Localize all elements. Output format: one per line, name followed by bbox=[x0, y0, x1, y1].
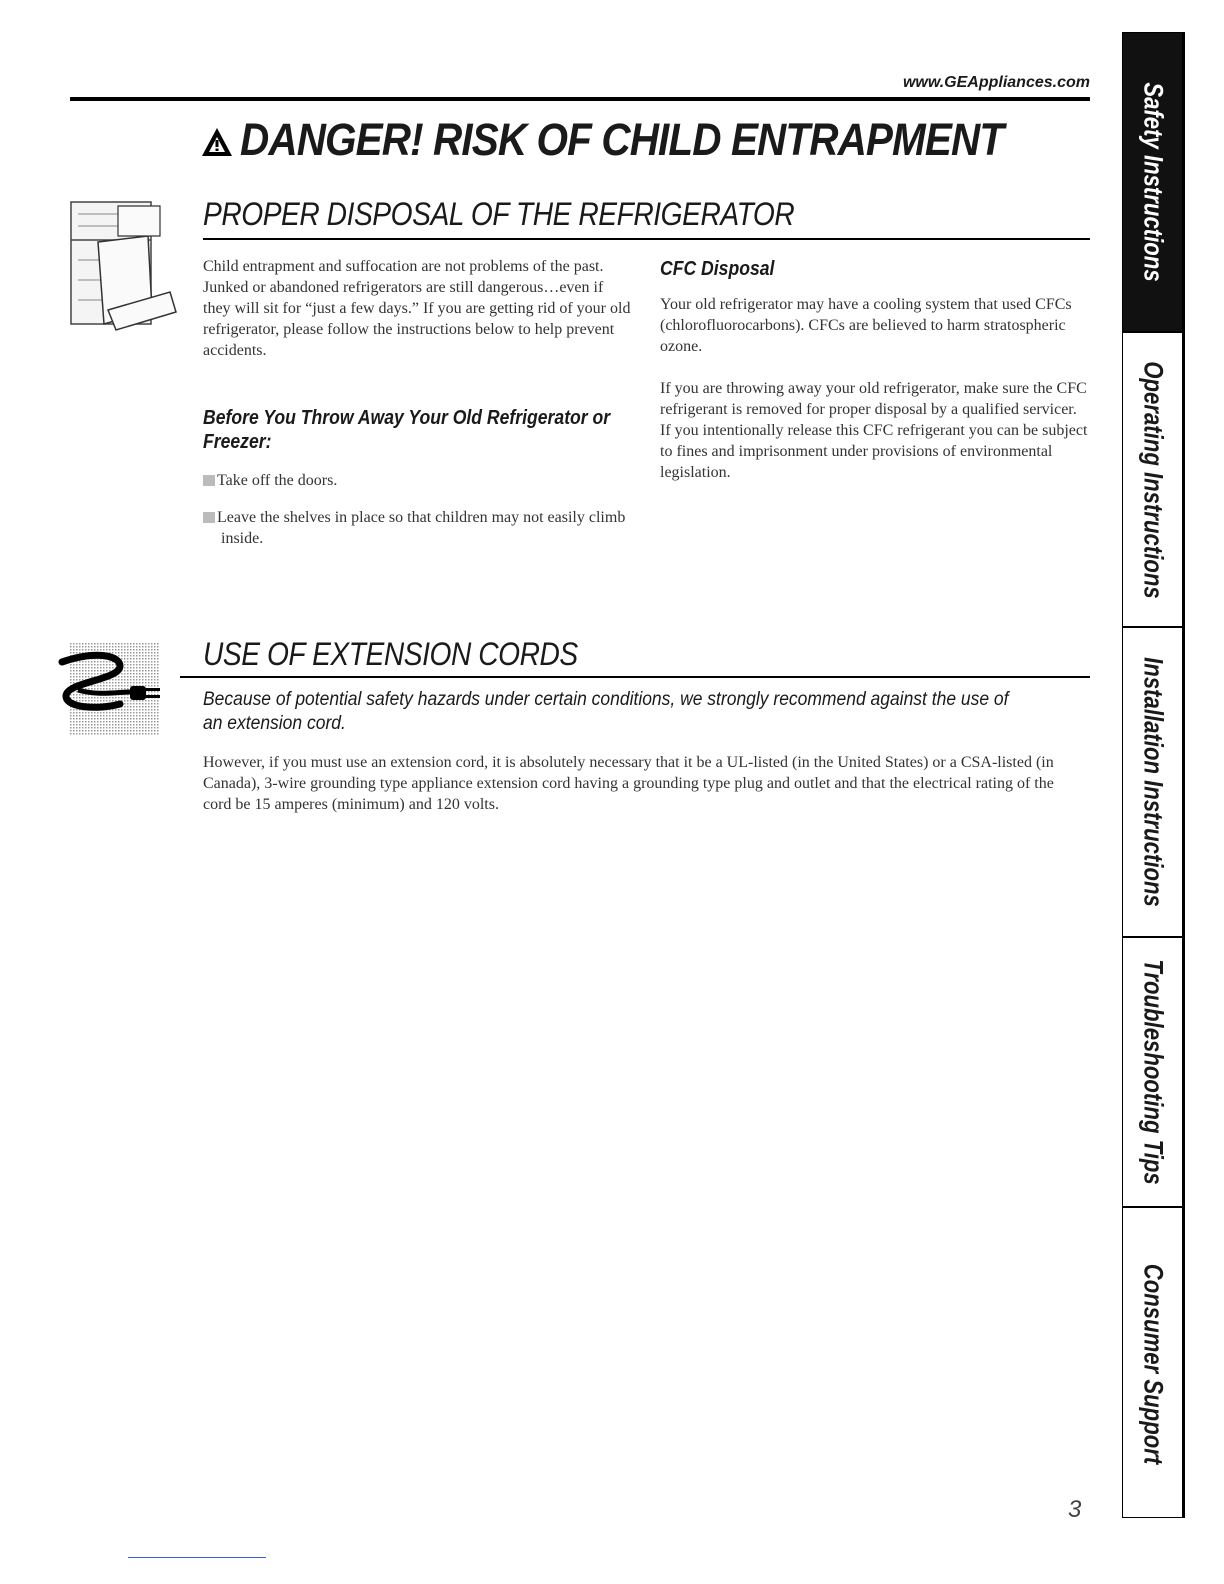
bullet-icon bbox=[203, 475, 215, 486]
bullet-text: Take off the doors. bbox=[217, 472, 338, 489]
disposal-section-rule bbox=[203, 238, 1090, 240]
extension-cord-illustration bbox=[58, 640, 183, 740]
header-rule bbox=[70, 97, 1090, 101]
tab-label: Consumer Support bbox=[1138, 1263, 1168, 1464]
cords-body: However, if you must use an extension cord, it is absolutely necessary that it be a UL-listed (in the United States) or a CSA-listed (in Canada), 3-wire grounding type appliance extension cord having a grounding type plug and outlet and that the electrical rating of the cord be 15 amperes (minimum) and 120 volts. bbox=[203, 754, 1054, 813]
cfc-paragraph-1: Your old refrigerator may have a cooling system that used CFCs (chlorofluorocarbons). CFCs are believed to harm stratospheric ozone. bbox=[660, 296, 1072, 355]
tab-safety-instructions[interactable] bbox=[1123, 33, 1182, 333]
disposal-section-title: PROPER DISPOSAL OF THE REFRIGERATOR bbox=[203, 196, 795, 232]
refrigerator-illustration bbox=[68, 200, 203, 335]
tab-operating-instructions[interactable] bbox=[1123, 333, 1182, 628]
bullet-item bbox=[203, 507, 641, 549]
bullet-text: Leave the shelves in place so that children may not easily climb inside. bbox=[217, 509, 626, 547]
warning-triangle-icon bbox=[200, 126, 234, 158]
tab-label: Installation Instructions bbox=[1138, 657, 1168, 907]
tab-consumer-support[interactable] bbox=[1123, 1208, 1182, 1519]
tab-label: Troubleshooting Tips bbox=[1138, 959, 1168, 1185]
tab-label: Operating Instructions bbox=[1138, 360, 1168, 599]
cfc-heading: CFC Disposal bbox=[660, 258, 775, 280]
cfc-paragraph-2: If you are throwing away your old refrigerator, make sure the CFC refrigerant is removed for proper disposal by a qualified servicer. If you intentionally release this CFC refrigerant you can be subject to fines and imprisonment under provisions of environmental legislation. bbox=[660, 380, 1088, 481]
website-url: www.GEAppliances.com bbox=[902, 74, 1090, 91]
bullet-icon bbox=[203, 512, 215, 523]
danger-title: DANGER! RISK OF CHILD ENTRAPMENT bbox=[240, 114, 1004, 165]
tab-installation-instructions[interactable] bbox=[1123, 628, 1182, 938]
cords-section-title: USE OF EXTENSION CORDS bbox=[203, 636, 578, 672]
cords-warning: Because of potential safety hazards under certain conditions, we strongly recommend against the use of an extension cord. bbox=[203, 689, 1009, 734]
page-number: 3 bbox=[1068, 1496, 1082, 1523]
bottom-link-line bbox=[128, 1557, 266, 1558]
before-heading: Before You Throw Away Your Old Refrigerator or Freezer: bbox=[203, 407, 611, 453]
tab-troubleshooting-tips[interactable] bbox=[1123, 938, 1182, 1208]
cords-section-rule bbox=[180, 676, 1090, 678]
bullet-item bbox=[203, 470, 623, 491]
side-tabs bbox=[1122, 32, 1185, 1518]
tab-label: Safety Instructions bbox=[1138, 82, 1168, 282]
disposal-intro: Child entrapment and suffocation are not problems of the past. Junked or abandoned refrigerators are still dangerous…even if they will sit for “just a few days.” If you are getting rid of your old refrigerator, please follow the instructions below to help prevent accidents. bbox=[203, 258, 631, 359]
